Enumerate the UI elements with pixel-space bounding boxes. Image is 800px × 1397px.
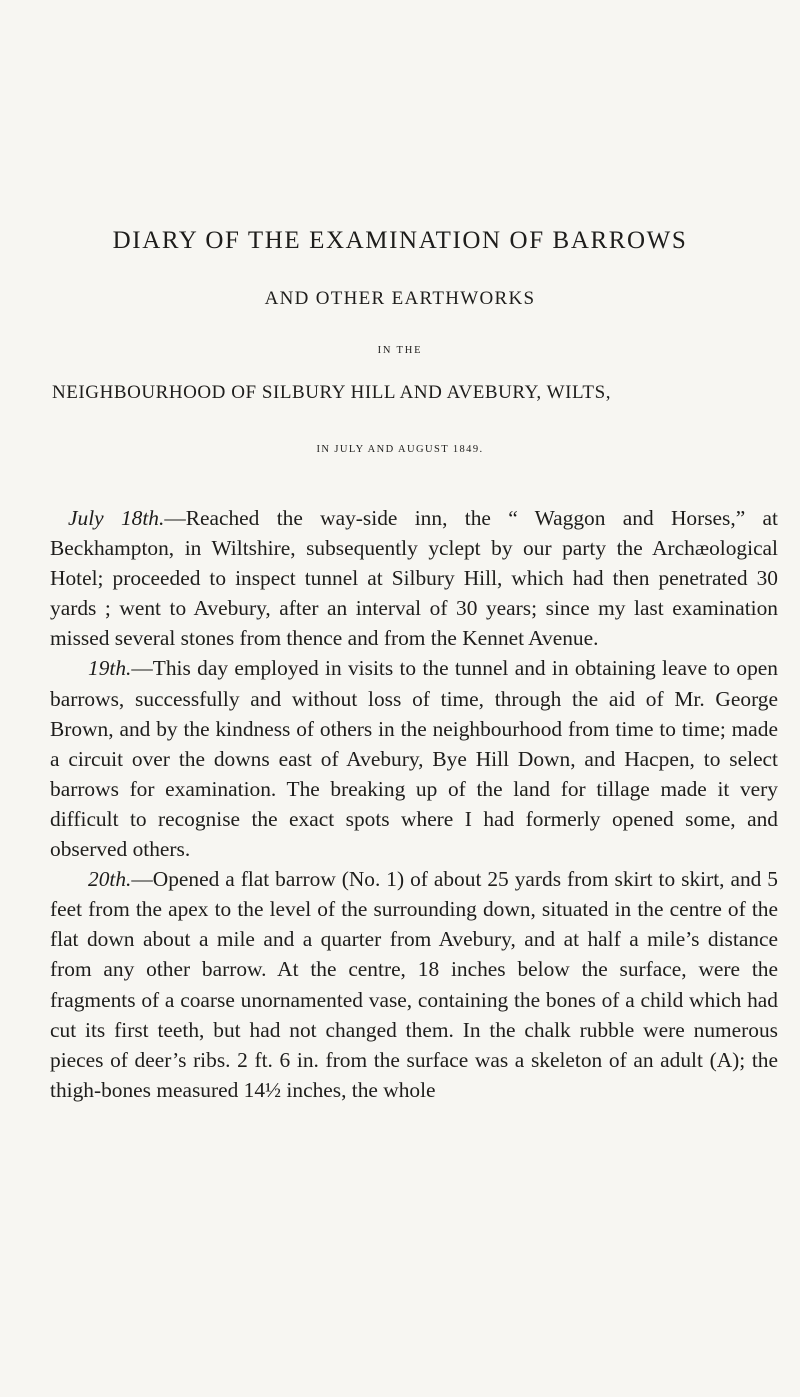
title-line-1: DIARY OF THE EXAMINATION OF BARROWS <box>112 227 688 254</box>
entry-text: —Reached the way-side inn, the “ Waggon and Horses,” at Beckhampton, in Wiltshire, subsequently yclept by our party the Archæological Hotel; proceeded to inspect tunnel at Silbury Hill, which had then penetrated 30 yards ; went to Avebury, after an interval of 30 years; since my last examination missed several stones from thence and from the Kennet Avenue. <box>50 506 778 651</box>
diary-entry-20 <box>50 864 778 1105</box>
entry-text: —This day employed in visits to the tunnel and in obtaining leave to open barrows, successfully and without loss of time, through the aid of Mr. George Brown, and by the kindness of others in the neighbourhood from time to time; made a circuit over the downs east of Avebury, Bye Hill Down, and Hacpen, to select barrows for examination. The breaking up of the land for tillage made it very difficult to recognise the exact spots where I had formerly opened some, and observed others. <box>50 656 778 862</box>
entry-date: 19th. <box>88 656 132 681</box>
title-location: NEIGHBOURHOOD OF SILBURY HILL AND AVEBURY, WILTS, <box>52 382 612 403</box>
entry-text: —Opened a flat barrow (No. 1) of about 25 yards from skirt to skirt, and 5 feet from the apex to the level of the surrounding down, situated in the centre of the flat down about a mile and a quarter from Avebury, and at half a mile’s distance from any other barrow. At the centre, 18 inches below the surface, were the fragments of a coarse unornamented vase, containing the bones of a child which had cut its first teeth, but had not changed them. In the chalk rubble were numerous pieces of deer’s ribs. 2 ft. 6 in. from the surface was a skeleton of an adult (A); the thigh-bones measured 14½ inches, the whole <box>50 867 778 1102</box>
diary-entry-19 <box>50 653 778 864</box>
diary-body <box>50 503 778 1105</box>
diary-entry-july-18 <box>50 503 778 653</box>
entry-date: July 18th. <box>68 506 165 530</box>
entry-date: 20th. <box>88 867 132 892</box>
title-date: IN JULY AND AUGUST 1849. <box>316 444 484 455</box>
title-line-2: AND OTHER EARTHWORKS <box>264 288 536 309</box>
title-connector: IN THE <box>377 345 423 356</box>
